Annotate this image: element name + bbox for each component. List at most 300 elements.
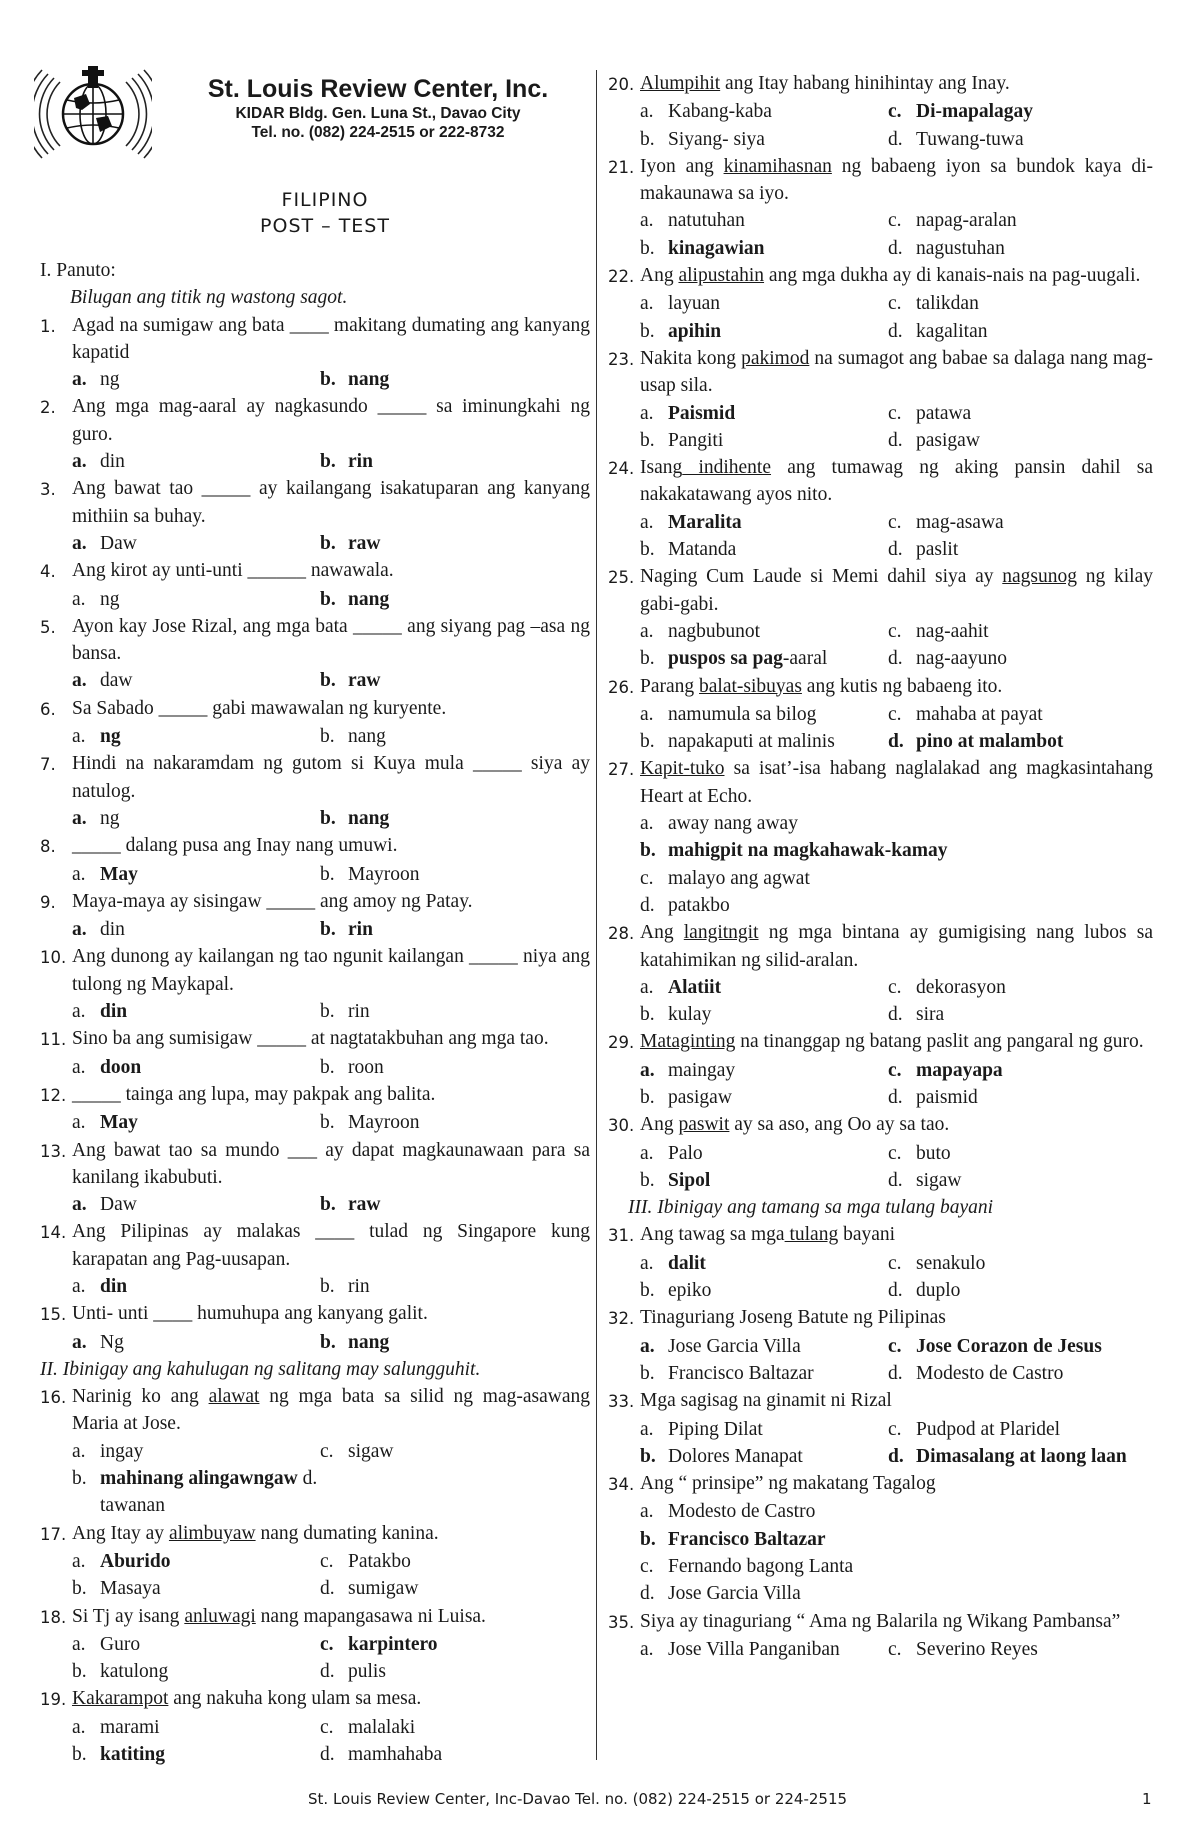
question-row — [40, 1383, 590, 1438]
answer-option — [640, 837, 1153, 864]
option-letter: b. — [320, 807, 336, 829]
question-number: 19. — [40, 1690, 67, 1710]
option-letter: a. — [640, 1501, 654, 1523]
answer-options — [40, 1109, 590, 1136]
option-text-wrap — [916, 509, 1143, 536]
question-text-post: ng kilay gabi-gabi. — [640, 566, 1153, 615]
answer-options — [40, 667, 590, 694]
option-text: sumigaw — [348, 1578, 419, 1600]
question-list-part-1 — [40, 312, 590, 1356]
question-item — [608, 262, 1153, 345]
underlined-word: kinamihasnan — [723, 155, 832, 177]
option-letter: c. — [320, 1550, 334, 1572]
option-text: Aburido — [100, 1550, 171, 1572]
answer-options — [40, 805, 590, 832]
option-text: din — [100, 1001, 128, 1023]
option-letter: a. — [640, 511, 654, 533]
question-text-pre: Ayon kay Jose Rizal, ang mga bata _____ ang siyang pag –asa ng bansa. — [72, 615, 590, 665]
question-item — [40, 613, 590, 695]
answer-option — [320, 1575, 580, 1602]
option-letter: a. — [640, 1252, 654, 1274]
option-text: May — [100, 863, 138, 885]
option-text: pulis — [348, 1661, 386, 1683]
question-text-pre: Siya ay tinaguriang “ Ama ng Balarila ng Wikang Pambansa” — [640, 1610, 1121, 1632]
option-text-wrap — [916, 400, 1143, 427]
option-text: paslit — [916, 539, 959, 561]
option-text: Piping Dilat — [668, 1418, 763, 1440]
question-text — [640, 1387, 1153, 1415]
question-text-post: ng mga bata sa silid ng mag-asawang Maria at Jose. — [72, 1386, 590, 1435]
organization-info — [168, 74, 588, 142]
option-text: pasigaw — [916, 429, 980, 451]
option-letter: c. — [320, 1633, 334, 1655]
answer-option — [888, 400, 1143, 427]
question-text — [72, 1081, 590, 1109]
option-text-wrap — [668, 1167, 888, 1194]
option-letter: a. — [72, 1440, 86, 1462]
question-item — [608, 1028, 1153, 1111]
option-text-wrap — [100, 805, 320, 832]
question-row — [608, 1470, 1153, 1498]
question-row — [40, 1520, 590, 1548]
option-text: nang — [348, 726, 386, 748]
answer-option — [640, 1636, 888, 1663]
answer-option — [320, 366, 580, 393]
org-address: KIDAR Bldg. Gen. Luna St., Davao City — [235, 105, 521, 122]
question-text — [640, 673, 1153, 701]
option-letter: a. — [72, 1001, 86, 1023]
answer-option — [640, 207, 888, 234]
option-letter: b. — [320, 1112, 335, 1134]
option-text: Siyang- siya — [668, 128, 765, 150]
question-item — [608, 70, 1153, 153]
option-text: Fernando bagong Lanta — [668, 1556, 854, 1578]
option-text: nagustuhan — [916, 237, 1005, 259]
question-text — [640, 1221, 1153, 1249]
option-letter: b. — [640, 1086, 655, 1108]
option-text-wrap — [916, 207, 1143, 234]
underlined-word: Mataginting — [640, 1031, 736, 1053]
answer-option — [320, 667, 580, 694]
question-item — [40, 695, 590, 751]
answer-options — [608, 1333, 1153, 1388]
option-text-wrap — [100, 1329, 320, 1356]
option-text: dalit — [668, 1252, 706, 1274]
question-number: 13. — [40, 1141, 67, 1161]
answer-option — [888, 618, 1143, 645]
option-text-wrap — [668, 1443, 888, 1470]
answer-option — [72, 805, 320, 832]
question-number: 24. — [608, 459, 635, 479]
option-text: talikdan — [916, 293, 979, 315]
question-text-pre: Ang bawat tao sa mundo ___ ay dapat magkaunawaan para sa kanilang ikabubuti. — [72, 1139, 590, 1188]
question-item — [40, 1603, 590, 1686]
option-letter: b. — [640, 1445, 656, 1467]
option-text-wrap — [100, 723, 320, 750]
answer-option — [72, 586, 320, 613]
question-text-pre: Ang — [640, 922, 684, 944]
question-item — [40, 1218, 590, 1300]
question-row — [40, 1603, 590, 1631]
option-letter: b. — [640, 1169, 655, 1191]
answer-options — [608, 400, 1153, 455]
question-text-pre: Ang — [640, 265, 679, 287]
question-row — [40, 393, 590, 448]
option-letter: d. — [320, 1661, 335, 1683]
question-number: 3. — [40, 480, 56, 500]
answer-option — [640, 290, 888, 317]
option-text: malalaki — [348, 1716, 416, 1738]
answer-option — [72, 448, 320, 475]
option-text-wrap — [916, 1167, 1143, 1194]
answer-option — [888, 207, 1143, 234]
answer-option — [72, 1054, 320, 1081]
option-text: Tuwang-tuwa — [916, 128, 1024, 150]
question-number: 18. — [40, 1607, 67, 1627]
option-text: rin — [348, 919, 373, 941]
option-text-wrap — [916, 126, 1143, 153]
page-number: 1 — [1142, 1790, 1152, 1808]
question-text — [640, 919, 1153, 974]
question-item — [608, 1221, 1153, 1304]
question-row — [608, 563, 1153, 618]
answer-option — [320, 1273, 580, 1300]
answer-options — [608, 1140, 1153, 1195]
right-column — [608, 70, 1153, 1663]
option-text: duplo — [916, 1280, 961, 1302]
answer-option — [640, 1360, 888, 1387]
option-letter: a. — [640, 1335, 655, 1357]
option-text: napakaputi at malinis — [668, 731, 835, 753]
answer-option — [320, 1438, 580, 1465]
option-letter: a. — [640, 1142, 654, 1164]
option-letter: d. — [888, 1362, 903, 1384]
answer-option — [320, 1631, 580, 1658]
question-item — [608, 1304, 1153, 1387]
option-letter: c. — [888, 976, 902, 998]
option-text: ingay — [100, 1440, 144, 1462]
option-text-wrap — [348, 667, 580, 694]
answer-option — [888, 126, 1143, 153]
answer-option — [72, 1631, 320, 1658]
option-letter: b. — [640, 1004, 655, 1026]
question-text — [72, 888, 590, 916]
option-text-wrap — [916, 1443, 1143, 1470]
answer-option — [640, 235, 888, 262]
question-text — [640, 454, 1153, 509]
answer-options — [608, 1498, 1153, 1607]
option-letter: c. — [888, 1142, 902, 1164]
option-letter: b. — [72, 1744, 87, 1766]
option-letter: c. — [888, 402, 902, 424]
option-text: puspos sa pag — [668, 648, 783, 670]
option-text: namumula sa bilog — [668, 703, 817, 725]
answer-option — [888, 1057, 1143, 1084]
answer-options — [40, 586, 590, 613]
option-text-wrap — [916, 1277, 1143, 1304]
question-item — [40, 1081, 590, 1137]
question-list-part-2 — [40, 1383, 590, 1768]
option-text-wrap — [668, 400, 888, 427]
answer-options — [608, 1057, 1153, 1112]
question-text-pre: Parang — [640, 675, 700, 697]
question-number: 21. — [608, 157, 635, 177]
question-text-pre: Agad na sumigaw ang bata ____ makitang dumating ang kanyang kapatid — [72, 314, 590, 363]
option-text: katulong — [100, 1661, 169, 1683]
option-text-wrap — [668, 837, 1153, 864]
option-text-wrap — [668, 1140, 888, 1167]
option-text-wrap — [668, 618, 888, 645]
option-letter: b. — [640, 429, 655, 451]
question-text-post: ang nakuha kong ulam sa mesa. — [168, 1688, 422, 1710]
question-item — [40, 312, 590, 394]
question-item — [40, 557, 590, 613]
answer-options — [608, 1636, 1153, 1663]
question-text-pre: Ang tawag sa mga — [640, 1224, 785, 1246]
answer-option — [640, 810, 1153, 837]
option-text: maingay — [668, 1059, 736, 1081]
option-letter: a. — [72, 1112, 86, 1134]
question-row — [40, 888, 590, 916]
question-text-pre: Sa Sabado _____ gabi mawawalan ng kuryente. — [72, 697, 447, 719]
option-letter: a. — [72, 1716, 86, 1738]
org-telephone: Tel. no. (082) 224-2515 or 222-8732 — [251, 124, 505, 141]
question-text-pre: _____ dalang pusa ang Inay nang umuwi. — [72, 835, 398, 857]
option-text-wrap — [668, 126, 888, 153]
subject-title: FILIPINO — [281, 189, 369, 211]
option-text-wrap — [348, 366, 580, 393]
question-item — [608, 755, 1153, 919]
option-letter: a. — [72, 1275, 86, 1297]
option-letter: a. — [72, 1550, 86, 1572]
question-number: 7. — [40, 755, 56, 775]
answer-option — [640, 1498, 1153, 1525]
answer-option — [320, 1329, 580, 1356]
option-text-wrap — [916, 290, 1143, 317]
question-text — [72, 1025, 590, 1053]
question-list-part-4 — [608, 1221, 1153, 1663]
option-text-wrap — [916, 1250, 1143, 1277]
answer-options — [608, 1416, 1153, 1471]
question-number: 2. — [40, 398, 56, 418]
answer-option — [640, 536, 888, 563]
question-text-pre: Mga sagisag na ginamit ni Rizal — [640, 1390, 892, 1412]
option-text-wrap — [668, 1277, 888, 1304]
question-item — [608, 563, 1153, 672]
option-letter: a. — [72, 1633, 86, 1655]
option-text-wrap — [100, 1438, 320, 1465]
option-text-wrap — [348, 586, 580, 613]
option-letter: a. — [640, 1418, 654, 1440]
answer-option — [888, 427, 1143, 454]
question-text — [72, 750, 590, 805]
option-letter: a. — [640, 620, 654, 642]
answer-option — [640, 1416, 888, 1443]
question-item — [608, 454, 1153, 563]
question-item — [40, 1025, 590, 1081]
question-text-post: nang dumating kanina. — [255, 1522, 439, 1544]
option-text: karpintero — [348, 1633, 438, 1655]
question-number: 30. — [608, 1116, 635, 1136]
question-text-pre: Naging Cum Laude si Memi dahil siya ay — [640, 566, 1003, 588]
answer-option — [320, 861, 580, 888]
option-letter: b. — [640, 320, 655, 342]
option-text-wrap — [668, 974, 888, 1001]
option-letter: c. — [888, 703, 902, 725]
question-number: 29. — [608, 1033, 635, 1053]
answer-option — [640, 974, 888, 1001]
answer-option — [640, 509, 888, 536]
option-text-wrap — [348, 805, 580, 832]
answer-option — [640, 318, 888, 345]
option-text: nang — [348, 1331, 390, 1353]
option-text-wrap — [100, 1191, 320, 1218]
option-letter: c. — [640, 1556, 654, 1578]
question-number: 8. — [40, 837, 56, 857]
option-text-wrap — [668, 1250, 888, 1277]
question-row — [40, 1137, 590, 1192]
question-text — [640, 755, 1153, 810]
question-text-post: bayani — [838, 1224, 896, 1246]
question-row — [40, 1685, 590, 1713]
option-text-wrap — [668, 1001, 888, 1028]
answer-option — [640, 645, 888, 672]
option-letter: b. — [640, 128, 655, 150]
question-row — [608, 1608, 1153, 1636]
question-row — [40, 557, 590, 585]
underlined-word: paswit — [678, 1114, 730, 1136]
option-letter: a. — [72, 807, 87, 829]
option-text: nagbubunot — [668, 620, 761, 642]
option-text-wrap — [348, 530, 580, 557]
option-text-wrap — [668, 728, 888, 755]
question-text-pre: Sino ba ang sumisigaw _____ at nagtatakbuhan ang mga tao. — [72, 1028, 549, 1050]
option-text: din — [100, 1275, 128, 1297]
answer-options — [40, 723, 590, 750]
question-text — [640, 1028, 1153, 1056]
option-letter: d. — [640, 1583, 655, 1605]
option-letter: d. — [888, 731, 904, 753]
option-text: Matanda — [668, 539, 737, 561]
answer-option — [888, 1001, 1143, 1028]
option-letter: a. — [72, 532, 87, 554]
answer-options — [40, 861, 590, 888]
question-text-pre: Iyon ang — [640, 155, 724, 177]
option-text: raw — [348, 670, 381, 692]
answer-options — [608, 207, 1153, 262]
option-text: paismid — [916, 1086, 978, 1108]
question-text — [72, 943, 590, 998]
answer-options — [40, 998, 590, 1025]
option-letter: a. — [72, 369, 87, 391]
option-letter: d. — [320, 1744, 335, 1766]
option-text: malayo ang agwat — [668, 867, 810, 889]
answer-option — [72, 366, 320, 393]
question-number: 22. — [608, 267, 635, 287]
option-letter: c. — [888, 101, 902, 123]
option-text: nag-aayuno — [916, 648, 1007, 670]
question-number: 35. — [608, 1612, 635, 1632]
option-text-wrap — [668, 318, 888, 345]
question-text-pre: Ang — [640, 1114, 679, 1136]
option-text-wrap — [100, 667, 320, 694]
question-number: 26. — [608, 677, 635, 697]
option-text: Mayroon — [348, 863, 420, 885]
option-text: pasigaw — [668, 1086, 732, 1108]
option-text-wrap — [916, 1360, 1143, 1387]
option-text-wrap — [916, 1333, 1143, 1360]
answer-option — [72, 1658, 320, 1685]
answer-options — [608, 618, 1153, 673]
question-text-pre: Ang mga mag-aaral ay nagkasundo _____ sa iminungkahi ng guro. — [72, 396, 590, 445]
question-item — [40, 1300, 590, 1356]
question-item — [40, 1137, 590, 1219]
question-row — [40, 475, 590, 530]
answer-option — [640, 618, 888, 645]
question-text-pre: Ang Itay ay — [72, 1522, 169, 1544]
answer-option — [640, 1140, 888, 1167]
option-text: ng — [100, 369, 120, 391]
answer-option — [320, 1658, 580, 1685]
answer-option — [72, 1273, 320, 1300]
option-letter: b. — [640, 237, 655, 259]
underlined-word: Kapit-tuko — [640, 758, 725, 780]
question-text — [640, 563, 1153, 618]
option-letter: c. — [888, 1418, 902, 1440]
answer-option — [320, 1109, 580, 1136]
option-text: mahinang alingawngaw — [100, 1468, 298, 1490]
option-text: natutuhan — [668, 210, 745, 232]
question-text — [72, 312, 590, 367]
option-letter: b. — [320, 451, 336, 473]
question-number: 32. — [608, 1309, 635, 1329]
option-letter: b. — [320, 863, 335, 885]
org-name: St. Louis Review Center, Inc. — [207, 75, 549, 103]
option-text: daw — [100, 670, 133, 692]
option-letter: c. — [888, 1335, 902, 1357]
question-text-pre: Tinaguriang Joseng Batute ng Pilipinas — [640, 1307, 946, 1329]
question-item — [40, 1383, 590, 1519]
option-letter: a. — [640, 1059, 655, 1081]
question-row — [40, 750, 590, 805]
underlined-word: pakimod — [741, 347, 810, 369]
answer-option — [640, 892, 1153, 919]
underlined-word: balat-sibuyas — [699, 675, 802, 697]
question-item — [40, 888, 590, 944]
option-letter: b. — [320, 532, 336, 554]
option-text: marami — [100, 1716, 160, 1738]
answer-options — [40, 1631, 590, 1686]
answer-options — [608, 509, 1153, 564]
question-text-pre: Ang bawat tao _____ ay kailangang isakatuparan ang kanyang mithiin sa buhay. — [72, 478, 590, 527]
answer-option — [72, 530, 320, 557]
answer-option — [640, 1167, 888, 1194]
option-letter: d. — [888, 128, 903, 150]
option-text-wrap — [668, 207, 888, 234]
option-text-wrap — [916, 645, 1143, 672]
question-text — [72, 475, 590, 530]
option-text-wrap — [916, 1084, 1143, 1111]
answer-option — [72, 861, 320, 888]
question-item — [608, 1608, 1153, 1664]
option-letter: c. — [320, 1440, 334, 1462]
option-letter: d. — [888, 1004, 903, 1026]
option-text-wrap — [668, 701, 888, 728]
option-text-wrap — [916, 235, 1143, 262]
question-text — [72, 1603, 590, 1631]
option-letter: a. — [72, 726, 86, 748]
underlined-word: langitngit — [683, 922, 759, 944]
